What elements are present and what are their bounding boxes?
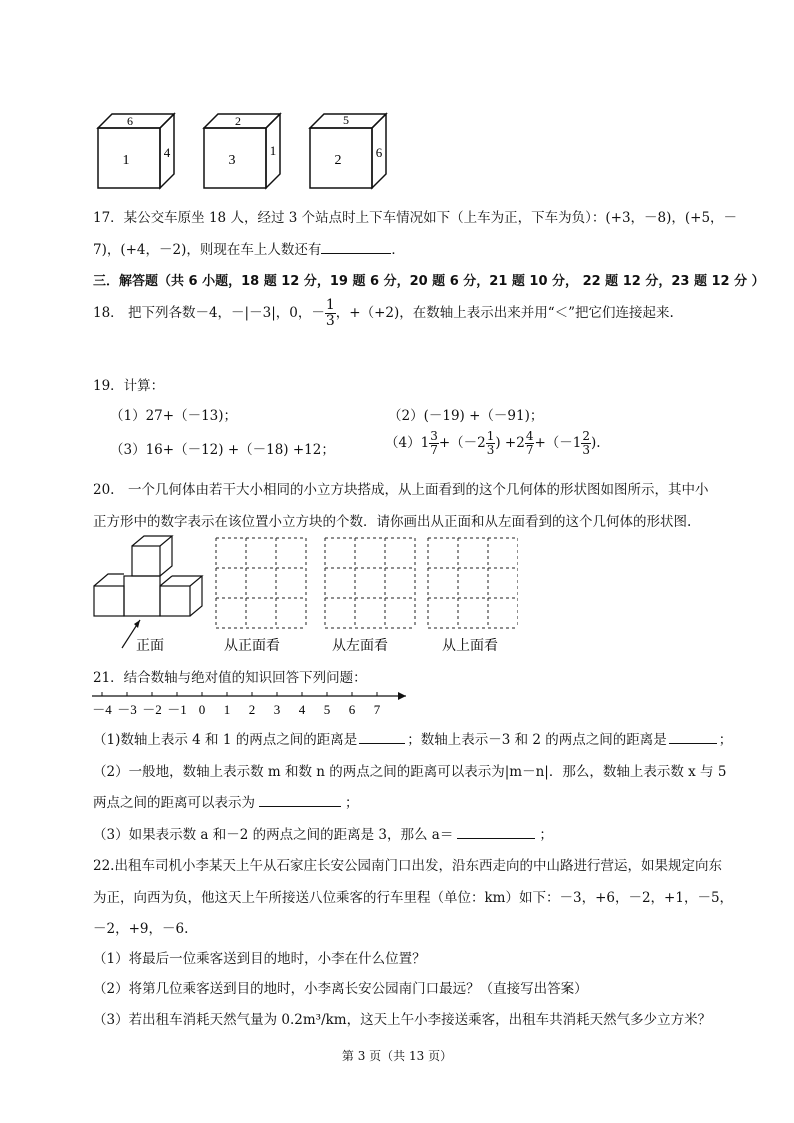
die-3 bbox=[310, 113, 386, 188]
cube-solid bbox=[94, 536, 202, 616]
answer-blank[interactable] bbox=[669, 729, 717, 744]
arrow-head bbox=[134, 620, 140, 628]
axis-tick-label: 6 bbox=[348, 702, 356, 717]
die-side-number: 6 bbox=[375, 145, 383, 160]
q19-part1: （1）27+（－13)； bbox=[110, 408, 238, 424]
die-top-number: 5 bbox=[343, 113, 349, 127]
die-front-number: 1 bbox=[122, 153, 130, 168]
q22-line1: 22.出租车司机小李某天上午从石家庄长安公园南门口出发，沿东西走向的中山路进行营运，如果规定向东 bbox=[93, 858, 722, 874]
q21-title: 21．结合数轴与绝对值的知识回答下列问题： bbox=[93, 670, 367, 686]
fraction: $\frac{3}{7}$ bbox=[430, 429, 438, 457]
front-label: 正面 bbox=[136, 639, 164, 654]
q19-title: 19．计算： bbox=[93, 378, 165, 394]
fraction: $\frac{2}{3}$ bbox=[582, 429, 591, 457]
q19-part3: （3）16+（－12) +（－18) +12； bbox=[110, 442, 335, 458]
die-top-number: 2 bbox=[235, 114, 241, 128]
axis-tick-label: 2 bbox=[248, 702, 256, 717]
fraction: $\frac{1}{3}$ bbox=[325, 297, 335, 329]
die-2 bbox=[204, 114, 280, 188]
axis-tick-label: －1 bbox=[167, 702, 187, 717]
fraction: $\frac{4}{7}$ bbox=[525, 429, 534, 457]
die-side-number: 1 bbox=[269, 143, 277, 158]
q22-line2: 为正，向西为负，他这天上午所接送八位乘客的行车里程（单位：km）如下：－3，+6，－2，+1，－5， bbox=[93, 890, 734, 906]
die-side-number: 4 bbox=[163, 145, 171, 160]
q20-line1: 20. 一个几何体由若干大小相同的小立方块搭成，从上面看到的这个几何体的形状图如图所示，其中小 bbox=[93, 482, 709, 498]
q22-part1: （1）将最后一位乘客送到目的地时，小李在什么位置？ bbox=[93, 951, 426, 967]
grid-label-front: 从正面看 bbox=[224, 639, 280, 654]
q17-line1: 17．某公交车原坐 18 人，经过 3 个站点时上下车情况如下（上车为正，下车为负）：(+3，－8)，(+5，－ bbox=[93, 210, 738, 226]
q22-part2: （2）将第几位乘客送到目的地时，小李离长安公园南门口最远？（直接写出答案） bbox=[93, 981, 588, 997]
axis-tick-label: 3 bbox=[273, 702, 281, 717]
q19-part2: （2）(－19) +（－91)； bbox=[388, 408, 544, 424]
number-line bbox=[88, 686, 418, 720]
grid-label-top: 从上面看 bbox=[442, 639, 498, 654]
fraction: $\frac{1}{3}$ bbox=[486, 429, 495, 457]
q21-part1: （1)数轴上表示 4 和 1 的两点之间的距离是 ；数轴上表示－3 和 2 的两点之间的距离是 ； bbox=[93, 728, 732, 748]
axis-arrow bbox=[398, 692, 406, 700]
axis-tick-label: 5 bbox=[323, 702, 331, 717]
q22-line3: －2，+9，－6. bbox=[93, 921, 189, 937]
q20-line2: 正方形中的数字表示在该位置小立方块的个数．请你画出从正面和从左面看到的这个几何体的形状图. bbox=[93, 514, 692, 530]
axis-tick-label: －2 bbox=[142, 702, 162, 717]
answer-blank[interactable] bbox=[321, 239, 391, 254]
grid-label-left: 从左面看 bbox=[332, 639, 388, 654]
die-front-number: 3 bbox=[228, 153, 236, 168]
die-top-number: 6 bbox=[127, 114, 133, 128]
dice-figures bbox=[90, 104, 410, 190]
answer-blank[interactable] bbox=[359, 729, 405, 744]
q17-text: 7)，(+4，－2)，则现在车上人数还有 bbox=[93, 242, 322, 258]
q17-line2: 7)，(+4，－2)，则现在车上人数还有 ． bbox=[93, 238, 405, 258]
q22-part3: （3）若出租车消耗天然气量为 0.2m³/km，这天上午小李接送乘客，出租车共消耗天然气多少立方米？ bbox=[93, 1012, 712, 1028]
axis-tick-label: 4 bbox=[298, 702, 306, 717]
q21-part3: （3）如果表示数 a 和－2 的两点之间的距离是 3，那么 a＝ ； bbox=[93, 823, 553, 843]
axis-tick-label: －3 bbox=[117, 702, 137, 717]
q21-part2-line1: （2）一般地，数轴上表示数 m 和数 n 的两点之间的距离可以表示为|m－n|．那么，数轴上表示数 x 与 5 bbox=[93, 764, 727, 780]
axis-tick-label: 7 bbox=[373, 702, 381, 717]
axis-tick-label: －4 bbox=[92, 702, 112, 717]
answer-blank[interactable] bbox=[259, 792, 341, 807]
q20-figure bbox=[88, 532, 518, 658]
q21-part2-line2: 两点之间的距离可以表示为 ； bbox=[93, 791, 359, 811]
section-heading: 三．解答题（共 6 小题，18 题 12 分，19 题 6 分，20 题 6 分，21 题 10 分， 22 题 12 分，23 题 12 分 ） bbox=[93, 274, 765, 289]
axis-tick-label: 0 bbox=[198, 702, 206, 717]
q19-part4: （4）1 $\frac{3}{7}$ +（－2 $\frac{1}{3}$ ) +2 $\frac{4}{7}$ +（－1 $\frac{2}{3}$ ). bbox=[385, 429, 601, 457]
die-front-number: 2 bbox=[334, 153, 342, 168]
q18: 18． 把下列各数－4，－|－3|，0，－ $\frac{1}{3}$ ，+（+2)，在数轴上表示出来并用“＜”把它们连接起来. bbox=[93, 297, 674, 329]
page-footer: 第 3 页（共 13 页） bbox=[341, 1049, 453, 1063]
answer-blank[interactable] bbox=[457, 824, 535, 839]
die-1 bbox=[98, 114, 174, 188]
axis-tick-label: 1 bbox=[223, 702, 231, 717]
